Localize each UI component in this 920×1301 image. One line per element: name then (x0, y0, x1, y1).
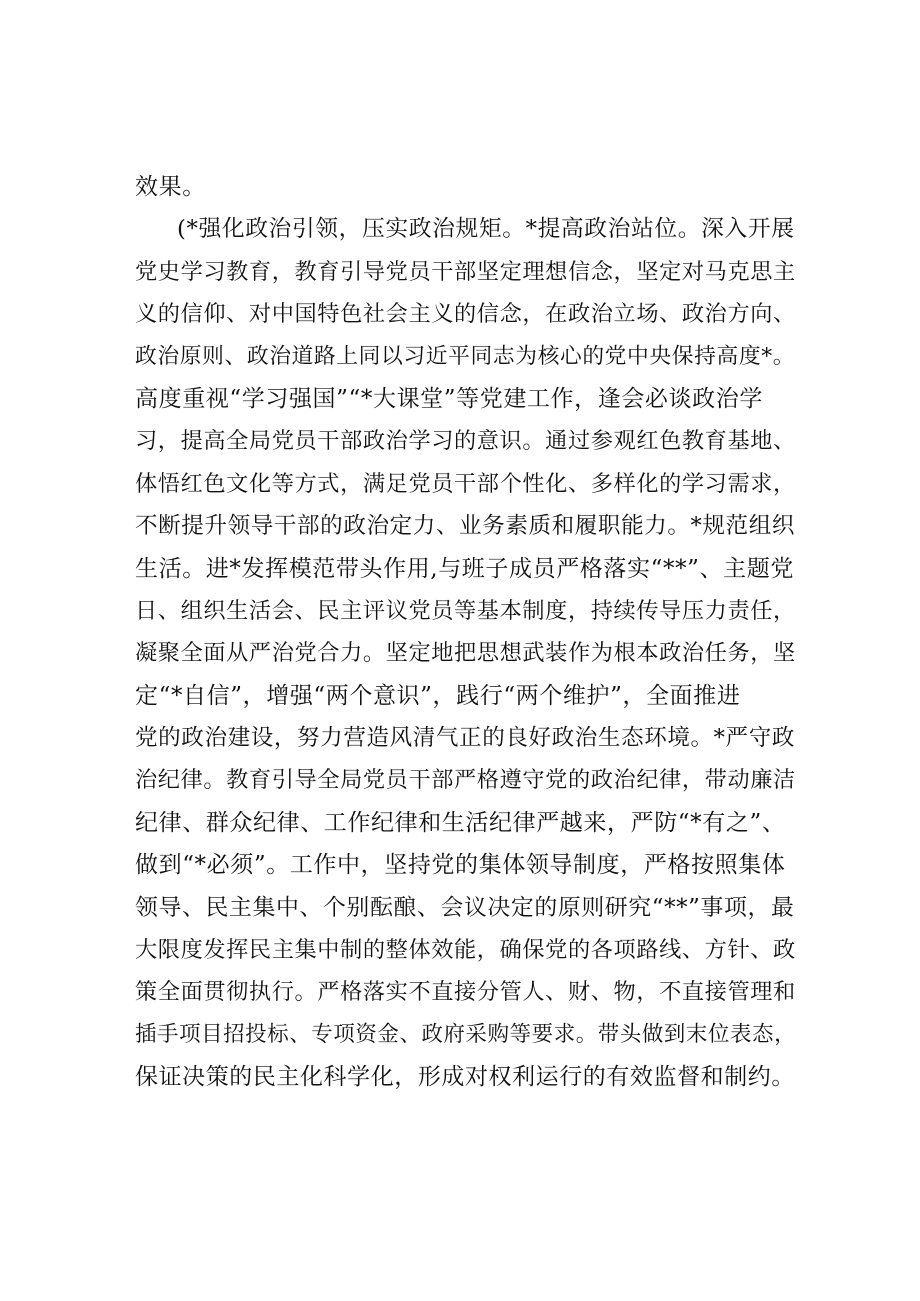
text-line: 党的政治建设，努力营造风清气正的良好政治生态环境。*严守政 (135, 725, 795, 752)
text-line: 政治原则、政治道路上同以习近平同志为核心的党中央保持高度*。 (135, 343, 796, 369)
body-text (135, 166, 795, 1099)
text-line: 插手项目招投标、专项资金、政府采购等要求。带头做到末位表态， (135, 1021, 797, 1047)
text-line: 生活。进*发挥模范带头作用,与班子成员严格落实“**”、主题党 (135, 555, 794, 582)
text-line: 大限度发挥民主集中制的整体效能，确保党的各项路线、方针、政 (135, 937, 796, 964)
text-line: 保证决策的民主化科学化，形成对权利运行的有效监督和制约。 (135, 1064, 795, 1091)
text-line: 日、组织生活会、民主评议党员等基本制度，持续传导压力责任， (135, 597, 796, 624)
text-line: 治纪律。教育引导全局党员干部严格遵守党的政治纪律，带动廉洁 (135, 767, 796, 794)
text-line: 高度重视“学习强国”“*大课堂”等党建工作，逢会必谈政治学 (135, 385, 763, 412)
text-line: 党史学习教育，教育引导党员干部坚定理想信念，坚定对马克思主 (135, 258, 796, 285)
text-line: 做到“*必须”。工作中，坚持党的集体领导制度，严格按照集体 (135, 852, 786, 879)
text-line: 策全面贯彻执行。严格落实不直接分管人、财、物，不直接管理和 (135, 979, 796, 1006)
text-line: 效果。 (135, 174, 206, 200)
text-line: 领导、民主集中、个别酝酿、会议决定的原则研究“**”事项，最 (135, 894, 795, 921)
text-line: 定“*自信”，增强“两个意识”，践行“两个维护”，全面推进 (135, 682, 741, 709)
text-line: 习，提高全局党员干部政治学习的意识。通过参观红色教育基地、 (135, 428, 796, 455)
text-line: 体悟红色文化等方式，满足党员干部个性化、多样化的学习需求， (135, 470, 796, 497)
text-line: 凝聚全面从严治党合力。坚定地把思想武装作为根本政治任务，坚 (135, 640, 796, 667)
text-line: 义的信仰、对中国特色社会主义的信念，在政治立场、政治方向、 (135, 301, 796, 328)
text-line: 纪律、群众纪律、工作纪律和生活纪律严越来，严防“*有之”、 (135, 809, 786, 836)
paragraph-start-line: (*强化政治引领，压实政治规矩。*提高政治站位。深入开展 (177, 216, 795, 243)
text-line: 不断提升领导干部的政治定力、业务素质和履职能力。*规范组织 (135, 513, 795, 540)
